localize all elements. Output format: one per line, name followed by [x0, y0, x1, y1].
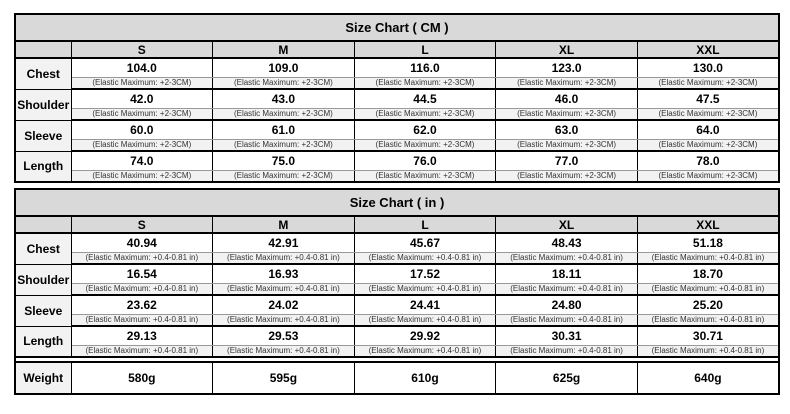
elastic-note: (Elastic Maximum: +2-3CM)	[637, 77, 779, 89]
elastic-note: (Elastic Maximum: +2-3CM)	[496, 108, 638, 120]
cm-chest-value-row	[15, 58, 779, 77]
elastic-note: (Elastic Maximum: +2-3CM)	[71, 139, 213, 151]
cm-size-header-xxl: XXL	[637, 41, 779, 58]
size-value-cell: 47.5	[637, 89, 779, 108]
elastic-note: (Elastic Maximum: +0.4-0.81 in)	[637, 283, 779, 295]
size-value-cell: 46.0	[496, 89, 638, 108]
size-value-cell: 64.0	[637, 120, 779, 139]
in-size-header-l: L	[354, 216, 496, 233]
elastic-note: (Elastic Maximum: +0.4-0.81 in)	[496, 283, 638, 295]
elastic-note: (Elastic Maximum: +2-3CM)	[71, 108, 213, 120]
size-value-cell: 16.54	[71, 264, 213, 283]
elastic-note: (Elastic Maximum: +0.4-0.81 in)	[213, 252, 355, 264]
cm-sleeve-value-row	[15, 120, 779, 139]
size-value-cell: 116.0	[354, 58, 496, 77]
elastic-note: (Elastic Maximum: +0.4-0.81 in)	[71, 252, 213, 264]
cm-size-header-l: L	[354, 41, 496, 58]
elastic-note: (Elastic Maximum: +2-3CM)	[496, 77, 638, 89]
size-value-cell: 45.67	[354, 233, 496, 252]
weight-value-cell: 595g	[213, 362, 355, 394]
elastic-note: (Elastic Maximum: +2-3CM)	[496, 139, 638, 151]
in-chest-note-row	[15, 252, 779, 264]
row-label-weight: Weight	[15, 362, 71, 394]
in-size-header-m: M	[213, 216, 355, 233]
in-length-note-row	[15, 345, 779, 357]
elastic-note: (Elastic Maximum: +2-3CM)	[213, 108, 355, 120]
elastic-note: (Elastic Maximum: +2-3CM)	[213, 170, 355, 182]
elastic-note: (Elastic Maximum: +0.4-0.81 in)	[637, 345, 779, 357]
cm-size-header-xl: XL	[496, 41, 638, 58]
elastic-note: (Elastic Maximum: +2-3CM)	[637, 139, 779, 151]
elastic-note: (Elastic Maximum: +2-3CM)	[354, 108, 496, 120]
size-value-cell: 29.13	[71, 326, 213, 345]
elastic-note: (Elastic Maximum: +2-3CM)	[637, 108, 779, 120]
weight-value-cell: 610g	[354, 362, 496, 394]
elastic-note: (Elastic Maximum: +2-3CM)	[354, 139, 496, 151]
in-title-row	[15, 189, 779, 216]
in-sleeve-value-row	[15, 295, 779, 314]
size-value-cell: 17.52	[354, 264, 496, 283]
size-value-cell: 29.92	[354, 326, 496, 345]
elastic-note: (Elastic Maximum: +0.4-0.81 in)	[71, 283, 213, 295]
size-value-cell: 48.43	[496, 233, 638, 252]
size-value-cell: 24.80	[496, 295, 638, 314]
size-value-cell: 74.0	[71, 151, 213, 170]
size-value-cell: 51.18	[637, 233, 779, 252]
cm-title-row	[15, 14, 779, 41]
size-value-cell: 40.94	[71, 233, 213, 252]
cm-corner-cell	[15, 41, 71, 58]
size-value-cell: 29.53	[213, 326, 355, 345]
cm-row-label-shoulder: Shoulder	[15, 89, 71, 120]
size-value-cell: 123.0	[496, 58, 638, 77]
in-header-row	[15, 216, 779, 233]
elastic-note: (Elastic Maximum: +0.4-0.81 in)	[637, 314, 779, 326]
size-value-cell: 42.0	[71, 89, 213, 108]
cm-shoulder-value-row	[15, 89, 779, 108]
elastic-note: (Elastic Maximum: +2-3CM)	[213, 139, 355, 151]
size-chart-in-table	[14, 188, 780, 395]
cm-row-label-chest: Chest	[15, 58, 71, 89]
size-value-cell: 77.0	[496, 151, 638, 170]
elastic-note: (Elastic Maximum: +0.4-0.81 in)	[71, 345, 213, 357]
weight-row	[15, 362, 779, 394]
in-row-label-sleeve: Sleeve	[15, 295, 71, 326]
size-value-cell: 18.70	[637, 264, 779, 283]
in-shoulder-value-row	[15, 264, 779, 283]
size-value-cell: 44.5	[354, 89, 496, 108]
cm-chest-note-row	[15, 77, 779, 89]
weight-value-cell: 625g	[496, 362, 638, 394]
weight-value-cell: 640g	[637, 362, 779, 394]
size-value-cell: 25.20	[637, 295, 779, 314]
in-size-header-xxl: XXL	[637, 216, 779, 233]
cm-size-header-m: M	[213, 41, 355, 58]
size-value-cell: 130.0	[637, 58, 779, 77]
size-value-cell: 109.0	[213, 58, 355, 77]
in-chest-value-row	[15, 233, 779, 252]
cm-length-value-row	[15, 151, 779, 170]
size-value-cell: 76.0	[354, 151, 496, 170]
cm-length-note-row	[15, 170, 779, 182]
in-row-label-shoulder: Shoulder	[15, 264, 71, 295]
elastic-note: (Elastic Maximum: +0.4-0.81 in)	[354, 252, 496, 264]
elastic-note: (Elastic Maximum: +0.4-0.81 in)	[354, 314, 496, 326]
in-size-header-s: S	[71, 216, 213, 233]
cm-sleeve-note-row	[15, 139, 779, 151]
elastic-note: (Elastic Maximum: +2-3CM)	[354, 77, 496, 89]
size-value-cell: 43.0	[213, 89, 355, 108]
size-value-cell: 63.0	[496, 120, 638, 139]
elastic-note: (Elastic Maximum: +2-3CM)	[71, 170, 213, 182]
elastic-note: (Elastic Maximum: +0.4-0.81 in)	[637, 252, 779, 264]
size-value-cell: 62.0	[354, 120, 496, 139]
cm-table-title: Size Chart ( CM )	[15, 14, 779, 41]
size-value-cell: 42.91	[213, 233, 355, 252]
in-corner-cell	[15, 216, 71, 233]
elastic-note: (Elastic Maximum: +0.4-0.81 in)	[496, 252, 638, 264]
in-table-title: Size Chart ( in )	[15, 189, 779, 216]
in-sleeve-note-row	[15, 314, 779, 326]
cm-shoulder-note-row	[15, 108, 779, 120]
cm-row-label-length: Length	[15, 151, 71, 182]
elastic-note: (Elastic Maximum: +0.4-0.81 in)	[213, 314, 355, 326]
size-value-cell: 24.41	[354, 295, 496, 314]
in-shoulder-note-row	[15, 283, 779, 295]
size-value-cell: 104.0	[71, 58, 213, 77]
elastic-note: (Elastic Maximum: +0.4-0.81 in)	[354, 345, 496, 357]
elastic-note: (Elastic Maximum: +2-3CM)	[213, 77, 355, 89]
size-value-cell: 18.11	[496, 264, 638, 283]
in-row-label-chest: Chest	[15, 233, 71, 264]
size-value-cell: 23.62	[71, 295, 213, 314]
size-value-cell: 30.71	[637, 326, 779, 345]
size-value-cell: 78.0	[637, 151, 779, 170]
elastic-note: (Elastic Maximum: +0.4-0.81 in)	[496, 314, 638, 326]
size-chart-cm-table	[14, 13, 780, 183]
elastic-note: (Elastic Maximum: +2-3CM)	[354, 170, 496, 182]
size-value-cell: 75.0	[213, 151, 355, 170]
size-value-cell: 30.31	[496, 326, 638, 345]
size-value-cell: 60.0	[71, 120, 213, 139]
elastic-note: (Elastic Maximum: +2-3CM)	[71, 77, 213, 89]
elastic-note: (Elastic Maximum: +0.4-0.81 in)	[213, 345, 355, 357]
elastic-note: (Elastic Maximum: +2-3CM)	[637, 170, 779, 182]
elastic-note: (Elastic Maximum: +0.4-0.81 in)	[213, 283, 355, 295]
in-row-label-length: Length	[15, 326, 71, 357]
elastic-note: (Elastic Maximum: +2-3CM)	[496, 170, 638, 182]
weight-value-cell: 580g	[71, 362, 213, 394]
cm-header-row	[15, 41, 779, 58]
size-value-cell: 16.93	[213, 264, 355, 283]
in-size-header-xl: XL	[496, 216, 638, 233]
size-value-cell: 61.0	[213, 120, 355, 139]
elastic-note: (Elastic Maximum: +0.4-0.81 in)	[496, 345, 638, 357]
elastic-note: (Elastic Maximum: +0.4-0.81 in)	[71, 314, 213, 326]
cm-size-header-s: S	[71, 41, 213, 58]
size-value-cell: 24.02	[213, 295, 355, 314]
in-length-value-row	[15, 326, 779, 345]
cm-row-label-sleeve: Sleeve	[15, 120, 71, 151]
elastic-note: (Elastic Maximum: +0.4-0.81 in)	[354, 283, 496, 295]
